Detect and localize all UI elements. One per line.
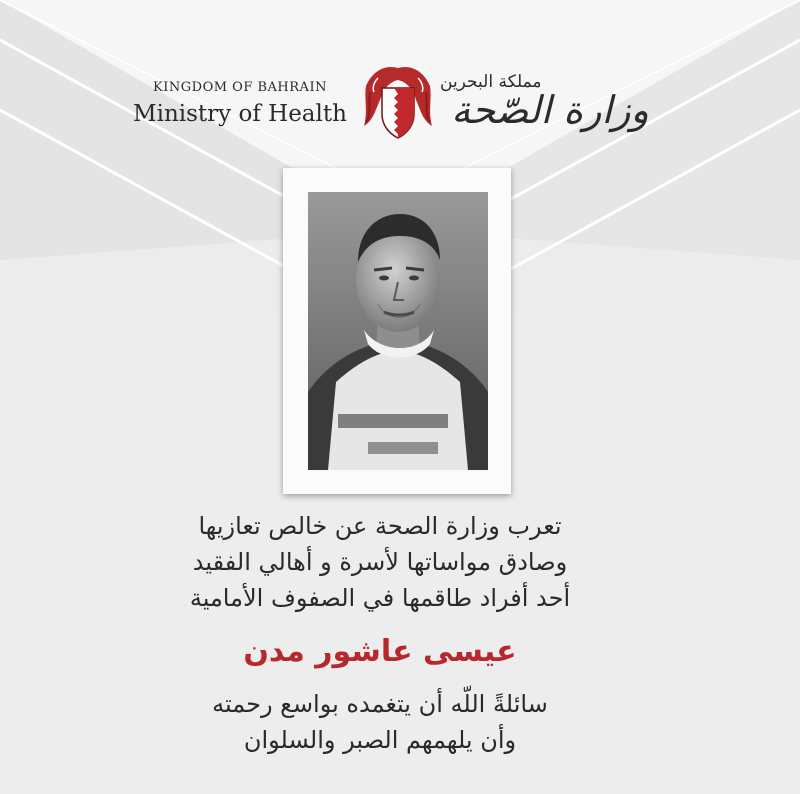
- photo-frame: [283, 168, 511, 494]
- bahrain-emblem-icon: [360, 62, 436, 144]
- kingdom-label-arabic: مملكة البحرين: [440, 72, 542, 92]
- message-line-5: وأن يلهمهم الصبر والسلوان: [243, 726, 517, 754]
- ministry-title-arabic: وزارة الصّحة: [451, 88, 649, 132]
- memorial-photo: [308, 192, 488, 470]
- ministry-title: Ministry of Health: [133, 101, 347, 127]
- message-line-4: سائلةً اللّه أن يتغمده بواسع رحمته: [212, 690, 548, 718]
- ministry-header-arabic: [440, 72, 660, 132]
- condolence-message: [120, 508, 640, 758]
- message-line-1: تعرب وزارة الصحة عن خالص تعازيها: [198, 512, 562, 540]
- kingdom-label: KINGDOM OF BAHRAIN: [153, 80, 327, 95]
- message-line-3: أحد أفراد طاقمها في الصفوف الأمامية: [189, 584, 571, 612]
- deceased-name: عيسى عاشور مدن: [243, 634, 517, 669]
- message-line-2: وصادق مواساتها لأسرة و أهالي الفقيد: [192, 548, 568, 576]
- ministry-header-english: [120, 80, 360, 127]
